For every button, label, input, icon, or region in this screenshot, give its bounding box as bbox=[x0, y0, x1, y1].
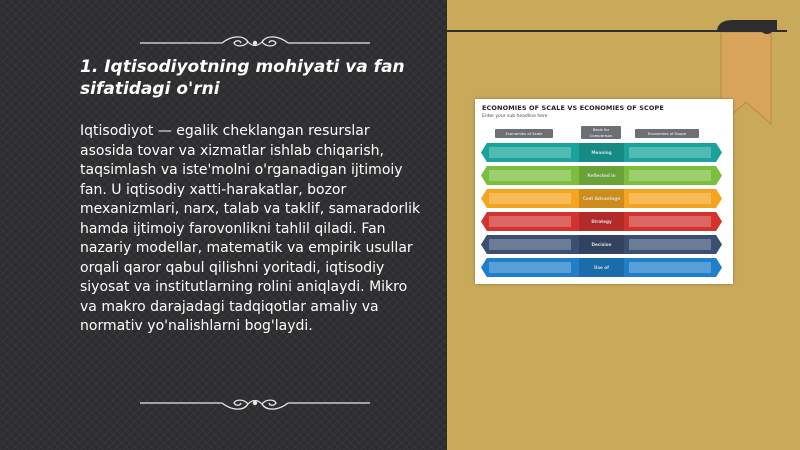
thumbnail-row-left-cell bbox=[489, 239, 571, 250]
thumbnail-row bbox=[475, 258, 733, 277]
thumbnail-subtitle: Enter your sub headline here bbox=[482, 114, 548, 119]
thumbnail-row-right-cell bbox=[629, 216, 711, 227]
thumbnail-row bbox=[475, 235, 733, 254]
thumbnail-row-label: Use of bbox=[579, 258, 624, 277]
thumbnail-row-left-cell bbox=[489, 170, 571, 181]
thumbnail-row-right-cell bbox=[629, 170, 711, 181]
thumbnail-title: ECONOMIES OF SCALE VS ECONOMIES OF SCOPE bbox=[482, 104, 664, 112]
thumbnail-row-right-cell bbox=[629, 147, 711, 158]
slide-title: 1. Iqtisodiyotning mohiyati va fan sifatidagi o'rni bbox=[80, 57, 405, 99]
thumbnail-row-left-cell bbox=[489, 147, 571, 158]
slide-body: Iqtisodiyot — egalik cheklangan resurslar asosida tovar va xizmatlar ishlab chiqarish, taqsimlash va iste'molni o'rganadigan ijtimoiy fan. U iqtisodiy xatti-harakatlar, bozor mexanizmlari, narx, talab va taklif, samaradorlik hamda ijtimoiy farovonlikni tahlil qiladi. Fan nazariy modellar, matematik va empirik usullar orqali qaror qabul qilishni yoritadi, iqtisodiy siyosat va institutlarning rolini aniqlaydi. Mikro va makro darajadagi tadqiqotlar amaliy va normativ yo'nalishlarni bog'laydi. bbox=[80, 123, 421, 334]
slide-thumbnail-image bbox=[475, 99, 733, 284]
thumbnail-row-label: Cost Advantage bbox=[579, 189, 624, 208]
thumbnail-row-left-cell bbox=[489, 216, 571, 227]
thumbnail-center-header: Basis for Comparison bbox=[581, 126, 621, 139]
thumbnail-row bbox=[475, 143, 733, 162]
thumbnail-row-right-cell bbox=[629, 193, 711, 204]
thumbnail-right-header: Economies of Scope bbox=[635, 129, 699, 138]
thumbnail-row-label: Decision bbox=[579, 235, 624, 254]
thumbnail-row bbox=[475, 189, 733, 208]
thumbnail-row bbox=[475, 212, 733, 231]
thumbnail-row-left-cell bbox=[489, 193, 571, 204]
thumbnail-row-right-cell bbox=[629, 239, 711, 250]
thumbnail-row-right-cell bbox=[629, 262, 711, 273]
thumbnail-row-left-cell bbox=[489, 262, 571, 273]
thumbnail-row-label: Reflected in bbox=[579, 166, 624, 185]
thumbnail-row-label: Strategy bbox=[579, 212, 624, 231]
ornament-bottom bbox=[140, 393, 370, 413]
thumbnail-left-header: Economies of Scale bbox=[495, 129, 553, 138]
thumbnail-row bbox=[475, 166, 733, 185]
thumbnail-row-label: Meaning bbox=[579, 143, 624, 162]
ornament-top bbox=[140, 33, 370, 53]
